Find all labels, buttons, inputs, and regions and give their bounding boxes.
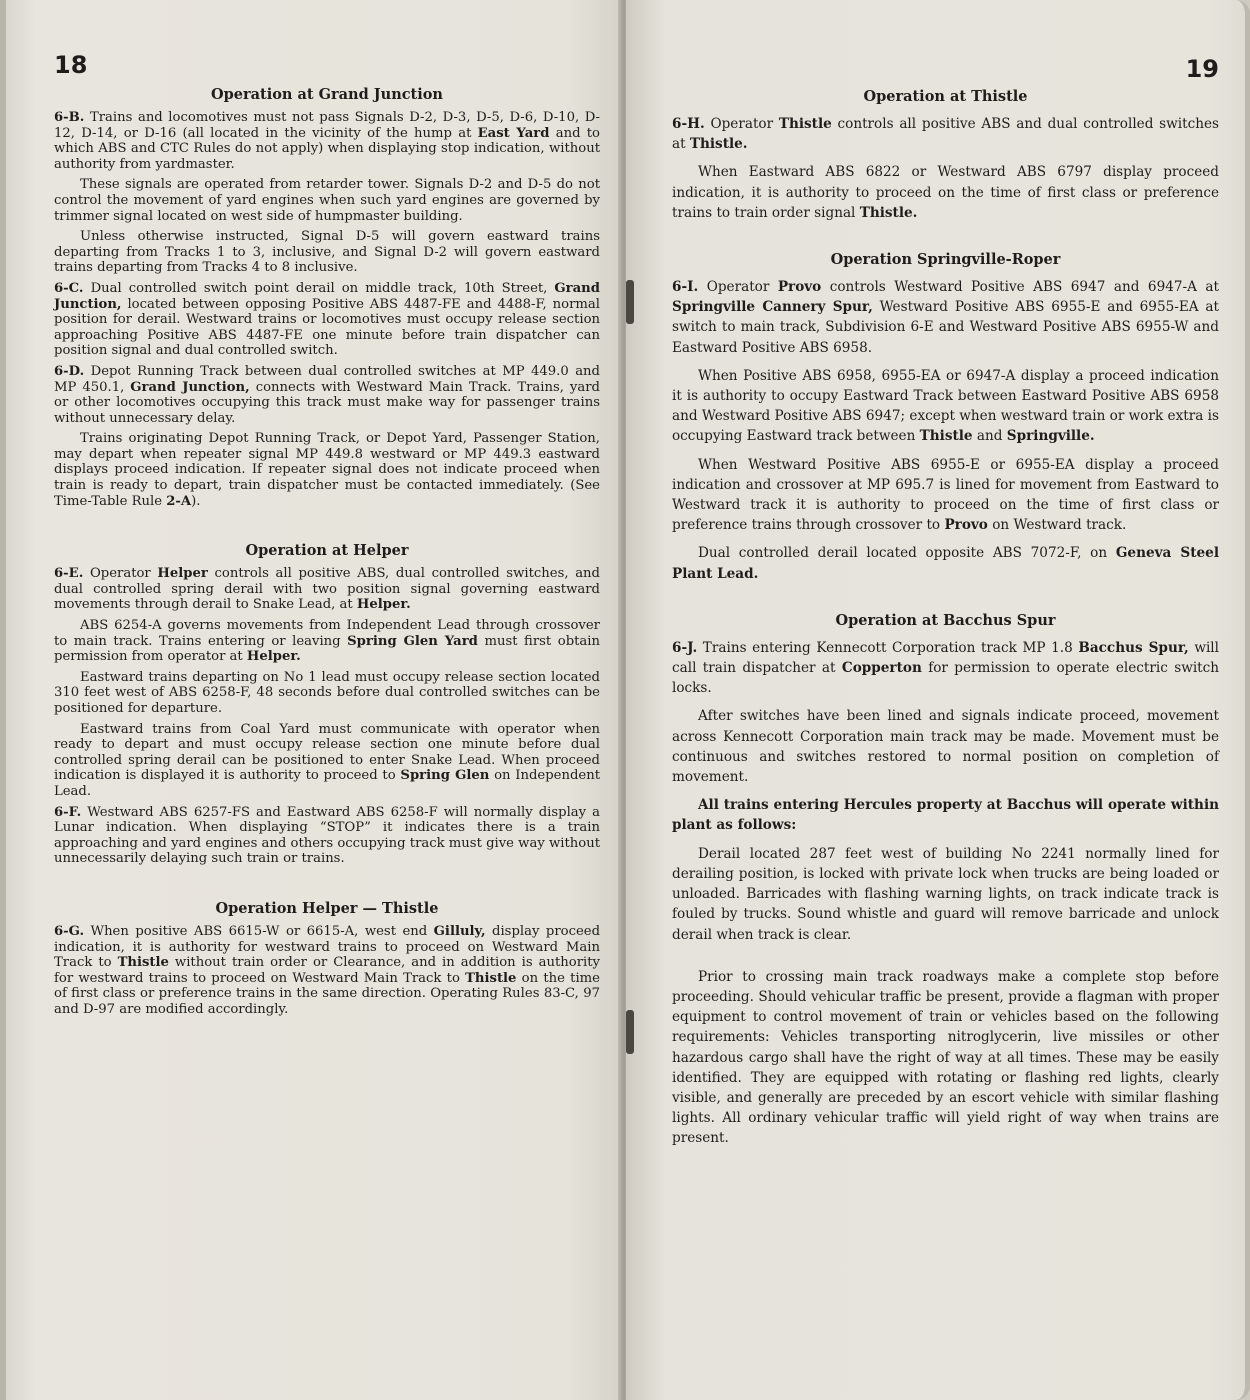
text-run: ABS 6254-A governs movements from Independent Lead through crossover to main track. Trains entering or leaving (54, 618, 600, 649)
bold-text: Spring Glen (400, 768, 490, 784)
text-run: ). (191, 493, 201, 509)
bold-text: All trains entering Hercules property at (698, 797, 1007, 814)
rule-paragraph (54, 566, 600, 613)
bold-text: 6-B. (54, 110, 85, 125)
rule-paragraph (54, 229, 600, 276)
paragraph-spacer (672, 953, 1219, 967)
bold-text: 6-E. (54, 566, 84, 582)
text-run: After switches have been lined and signals indicate proceed, movement across Kennecott Corporation main track may be made. Movement must be continuous and switches restored to normal position on completion of movement. (672, 708, 1219, 786)
bold-text: Thistle. (859, 204, 918, 221)
staple-mark (626, 1010, 634, 1054)
text-run: Westward ABS 6257-FS and Eastward ABS 6258-F will normally display a Lunar indication. When displaying “STOP” it indicates there is a train approaching and yard engines and others occupying track must give way without unnecessarily delaying such train or trains. (54, 804, 600, 867)
bold-text: 6-C. (54, 280, 84, 296)
section-spacer (672, 231, 1219, 251)
rule-paragraph (54, 110, 600, 172)
text-run: Eastward trains from Coal Yard must communicate with operator when ready to depart and must occupy release section one minute before dual controlled spring derail can be positioned to enter Snake Lead. When proceed indication is displayed it is authority to proceed to (54, 721, 600, 784)
rule-paragraph (54, 618, 600, 665)
text-run: and (972, 428, 1007, 445)
text-run: without train order or Clearance, and in addition is authority for westward trains to proceed on Westward Main Track to (54, 955, 600, 986)
bold-text: Helper (157, 566, 208, 582)
bold-text: Geneva Steel Plant Lead. (672, 545, 1219, 582)
text-run: These signals are operated from retarder tower. Signals D-2 and D-5 do not control the movement of yard engines when such yard engines are governed by trimmer signal located on west side of humpmaster building. (54, 177, 600, 224)
bold-text: 6-D. (54, 363, 85, 379)
bold-text: Thistle (919, 428, 973, 445)
section-spacer (672, 592, 1219, 612)
text-run: on Independent Lead. (54, 768, 601, 799)
text-run: will call train dispatcher at (672, 639, 1220, 677)
bold-text: Copperton (841, 660, 922, 677)
rule-paragraph (54, 364, 600, 426)
rule-paragraph (672, 162, 1219, 223)
rule-paragraph (54, 177, 600, 224)
text-run: Unless otherwise instructed, Signal D-5 will govern eastward trains departing from Tracks 1 to 3, inclusive, and Signal D-2 will govern eastward trains departing from Tracks 4 to 8 inclusive. (54, 229, 600, 276)
bold-text: Springville Cannery Spur, (672, 299, 873, 316)
bold-text: 6-I. (672, 279, 699, 296)
text-run: Derail located 287 feet west of building No 2241 normally lined for derailing position, is locked with private lock when trucks are being loaded or unloaded. Barricades with flashing warning lights, on track indicate track is fouled by trucks. Sound whistle and guard will remove barricade and unlock derail when track is clear. (672, 845, 1219, 943)
text-run: on the time of first class or preference trains in the same direction. Operating Rules 83-C, 97 and D-97 are modified accordingly. (54, 970, 600, 1017)
bold-text: Bacchus (1006, 797, 1072, 814)
text-run: controls all positive ABS, dual controlled switches, and dual controlled spring derail with two position signal governing eastward movements through derail to Snake Lead, at (54, 566, 600, 613)
rule-paragraph (54, 431, 600, 509)
bold-text: Thistle (117, 955, 169, 971)
text-run: Dual controlled derail located opposite ABS 7072-F, on (698, 545, 1116, 562)
bold-text: Bacchus Spur, (1078, 639, 1189, 656)
bold-text: Grand Junction, (130, 379, 250, 395)
text-run: and to which ABS and CTC Rules do not apply) when displaying stop indication, without authority from yardmaster. (54, 125, 600, 172)
rule-paragraph (54, 924, 600, 1018)
bold-text: Helper. (356, 597, 411, 613)
text-run: Trains entering Kennecott Corporation track MP 1.8 (697, 639, 1079, 656)
rule-paragraph (672, 795, 1219, 835)
section-spacer (54, 514, 600, 542)
text-run: Depot Running Track between dual controlled switches at MP 449.0 and MP 450.1, (54, 363, 600, 395)
text-run: When Eastward ABS 6822 or Westward ABS 6797 display proceed indication, it is authority to proceed on the time of first class or preference trains to train order signal (672, 164, 1219, 221)
text-run: Operator (704, 116, 779, 132)
bold-text: Gilluly, (433, 923, 486, 939)
rule-paragraph (672, 114, 1219, 154)
text-run: Trains and locomotives must not pass Signals D-2, D-3, D-5, D-6, D-10, D-12, D-14, or D-16 (all located in the vicinity of the hump at (54, 110, 600, 141)
text-run: When positive ABS 6615-W or 6615-A, west end (84, 923, 434, 939)
bold-text: Thistle. (689, 136, 748, 153)
rule-paragraph (54, 722, 600, 800)
section-spacer (54, 872, 600, 900)
bold-text: Spring Glen Yard (347, 633, 478, 649)
text-run: Operator (83, 566, 158, 582)
text-run: connects with Westward Main Track. Trains, yard or other locomotives occupying this track must make way for passenger trains without unnecessary delay. (54, 379, 600, 426)
text-run: Westward Positive ABS 6955-E and 6955-EA at switch to main track, Subdivision 6-E and Westward Positive ABS 6955-W and Eastward Positive ABS 6958. (672, 299, 1219, 356)
rule-paragraph (672, 277, 1219, 358)
bold-text: 6-G. (54, 923, 85, 939)
bold-text: Thistle (465, 970, 517, 986)
section-heading: Operation at Thistle (863, 88, 1028, 105)
bold-text: Thistle (778, 116, 832, 132)
text-run: located between opposing Positive ABS 4487-FE and 4488-F, normal position for derail. Westward trains or locomotives must occupy release section approaching Positive ABS 4487-FE one minute before train dispatcher can position signal and dual controlled switch. (54, 296, 600, 359)
bold-text: 2-A (166, 493, 192, 509)
text-run: Dual controlled switch point derail on middle track, 10th Street, (83, 280, 555, 296)
rule-paragraph (672, 706, 1219, 787)
rule-paragraph (672, 366, 1219, 447)
bold-text: Provo (777, 279, 822, 296)
text-run: for permission to operate electric switch locks. (672, 660, 1220, 697)
left-page (0, 0, 622, 1400)
text-run: When Westward Positive ABS 6955-E or 6955-EA display a proceed indication and crossover at MP 695.7 is lined for movement from Eastward to Westward track it is authority to proceed on the time of first class or preference trains through crossover to (672, 456, 1219, 534)
bold-text: Provo (944, 517, 988, 534)
text-run: When Positive ABS 6958, 6955-EA or 6947-A display a proceed indication it is authority to occupy Eastward Track between Eastward Positive ABS 6958 and Westward Positive ABS 6947; except when westward train or work extra is occupying Eastward track between (672, 367, 1219, 445)
text-run: controls all positive ABS and dual controlled switches at (672, 116, 1219, 153)
bold-text: 6-J. (672, 639, 698, 656)
text-run: controls Westward Positive ABS 6947 and 6947-A at (821, 279, 1219, 296)
section-heading: Operation at Helper (245, 542, 409, 560)
bold-text: East Yard (477, 125, 550, 141)
text-run: must first obtain permission from operator at (54, 633, 601, 665)
section-heading: Operation at Grand Junction (211, 86, 443, 103)
rule-paragraph (672, 543, 1219, 583)
rule-paragraph (672, 455, 1219, 536)
rule-paragraph (672, 638, 1219, 699)
bold-text: Grand Junction, (54, 280, 600, 312)
rule-paragraph (54, 670, 600, 717)
page-number: 18 (54, 51, 88, 79)
rule-paragraph (54, 281, 600, 359)
text-run: Operator (698, 279, 778, 296)
text-run: Trains originating Depot Running Track, or Depot Yard, Passenger Station, may depart when repeater signal MP 449.8 westward or MP 449.3 eastward displays proceed indication. If repeater signal does not indicate proceed when train is ready to depart, train dispatcher must be contacted immediately. (See Time-Table Rule (54, 431, 600, 509)
bold-text: Helper. (246, 649, 301, 665)
page-number: 19 (1185, 55, 1219, 83)
text-run: Prior to crossing main track roadways make a complete stop before proceeding. Should vehicular traffic be present, provide a flagman with proper equipment to control movement of train or vehicles based on the following requirements: Vehicles transporting nitroglycerin, live missiles or other hazardous cargo shall have the right of way at all times. These may be easily identified. They are equipped with rotating or flashing red lights, clearly visible, and generally are preceded by an escort vehicle with similar flashing lights. All ordinary vehicular traffic will yield right of way when trains are present. (672, 968, 1219, 1147)
page-body (672, 88, 1219, 1149)
bold-text: 6-H. (672, 116, 705, 132)
section-heading: Operation at Bacchus Spur (835, 611, 1056, 629)
page-body (54, 86, 600, 1018)
bold-text: 6-F. (54, 804, 82, 820)
bold-text: Springville. (1006, 428, 1095, 445)
rule-paragraph (672, 844, 1219, 945)
staple-mark (626, 280, 634, 324)
section-heading: Operation Springville-Roper (830, 251, 1061, 269)
text-run: Eastward trains departing on No 1 lead must occupy release section located 310 feet west of ABS 6258-F, 48 seconds before dual controlled switches can be positioned for departure. (54, 669, 600, 716)
text-run: on Westward track. (987, 517, 1127, 534)
section-heading: Operation Helper — Thistle (215, 899, 439, 917)
right-page (626, 0, 1250, 1400)
text-run: display proceed indication, it is authority for westward trains to proceed on Westward Main Track to (54, 923, 601, 971)
rule-paragraph (54, 805, 600, 867)
rule-paragraph (672, 967, 1219, 1149)
bold-text: will operate within plant as follows: (672, 797, 1219, 834)
